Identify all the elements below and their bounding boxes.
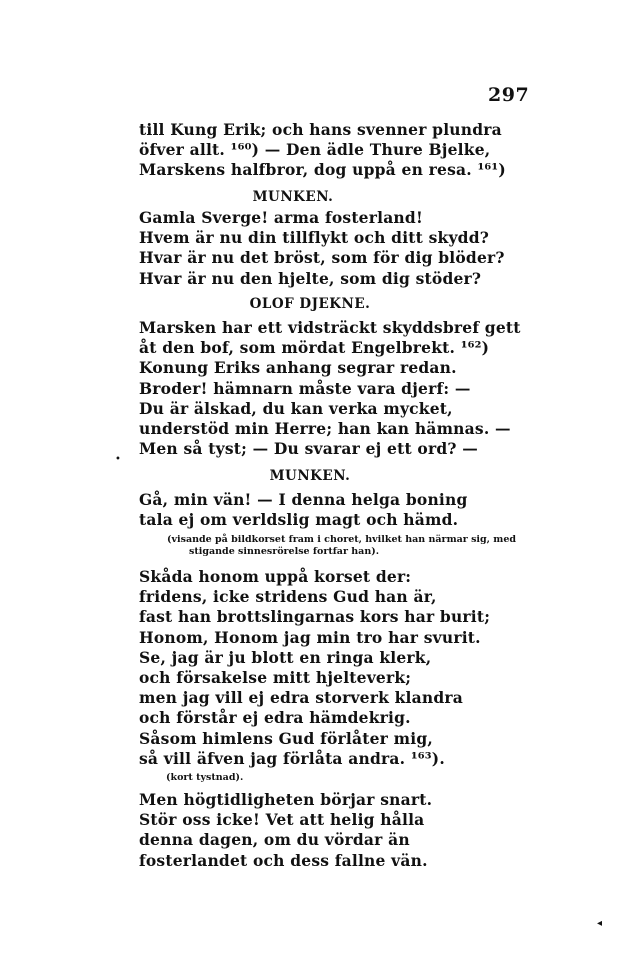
verse-block-1 — [139, 120, 579, 181]
verse-line: Men högtidligheten börjar snart. — [139, 790, 433, 809]
stage-direction-1 — [167, 534, 567, 558]
verse-line: fast han brottslingarnas kors har burit; — [139, 607, 491, 627]
verse-line: Se, jag är ju blott en ringa klerk, — [139, 647, 432, 667]
verse-line: fridens, icke stridens Gud han är, — [139, 587, 437, 607]
verse-line: åt den bof, som mördat Engelbrekt. ¹⁶²) — [139, 338, 490, 358]
speaker-munken-2 — [90, 466, 530, 486]
verse-line: Honom, Honom jag min tro har svurit. — [139, 627, 481, 647]
verse-line: Gå, min vän! — I denna helga boning — [139, 490, 468, 509]
verse-line: så vill äfven jag förlåta andra. ¹⁶³). — [139, 748, 445, 768]
verse-line: men jag vill ej edra storverk klandra — [139, 688, 463, 708]
verse-line: Men så tyst; — Du svarar ej ett ord? — — [139, 439, 478, 459]
verse-line: Stör oss icke! Vet att helig hålla — [139, 810, 425, 830]
verse-line: öfver allt. ¹⁶⁰) — Den ädle Thure Bjelke, — [139, 140, 491, 160]
verse-line: Broder! hämnarn måste vara djerf: — — [139, 378, 471, 398]
speaker-name: MUNKEN. — [269, 468, 351, 484]
verse-block-6 — [139, 790, 579, 871]
stage-direction-line: stigande sinnesrörelse fortfar han). — [189, 546, 380, 557]
verse-line: tala ej om verldslig magt och hämd. — [139, 510, 459, 530]
verse-line: Konung Eriks anhang segrar redan. — [139, 358, 457, 378]
verse-line: och försakelse mitt hjelteverk; — [139, 668, 412, 688]
verse-block-2 — [139, 208, 579, 289]
verse-line: Skåda honom uppå korset der: — [139, 567, 412, 586]
speaker-name: MUNKEN. — [252, 189, 334, 205]
verse-line: understöd min Herre; han kan hämnas. — — [139, 419, 511, 439]
verse-line: fosterlandet och dess fallne vän. — [139, 850, 428, 870]
verse-line: Hvar är nu den hjelte, som dig stöder? — [139, 268, 482, 288]
speaker-munken-1 — [73, 187, 513, 207]
verse-line: Du är älskad, du kan verka mycket, — [139, 398, 453, 418]
verse-line: denna dagen, om du vördar än — [139, 830, 410, 850]
speaker-name: OLOF DJEKNE. — [249, 296, 371, 312]
verse-block-4 — [139, 490, 579, 530]
verse-line: Marskens halfbror, dog uppå en resa. ¹⁶¹) — [139, 160, 506, 180]
stage-direction-line: (visande på bildkorset fram i choret, hvilket han närmar sig, med — [167, 534, 517, 545]
ink-speck-mark: • — [115, 454, 121, 465]
verse-line: Gamla Sverge! arma fosterland! — [139, 208, 423, 227]
verse-line: Hvem är nu din tillflykt och ditt skydd? — [139, 228, 490, 248]
verse-block-3 — [139, 318, 579, 459]
page-number: 297 — [488, 84, 530, 106]
verse-line: och förstår ej edra hämdekrig. — [139, 708, 411, 728]
speaker-olof-djekne — [90, 294, 530, 314]
stage-direction-2 — [166, 772, 466, 784]
verse-line: till Kung Erik; och hans svenner plundra — [139, 120, 502, 139]
verse-line: Såsom himlens Gud förlåter mig, — [139, 728, 433, 748]
verse-line: Hvar är nu det bröst, som för dig blöder? — [139, 248, 505, 268]
stage-direction-line: (kort tystnad). — [166, 772, 244, 783]
verse-block-5 — [139, 567, 579, 769]
verse-line: Marsken har ett vidsträckt skyddsbref gett — [139, 318, 521, 337]
ink-speck-mark: ◂ — [597, 918, 603, 929]
